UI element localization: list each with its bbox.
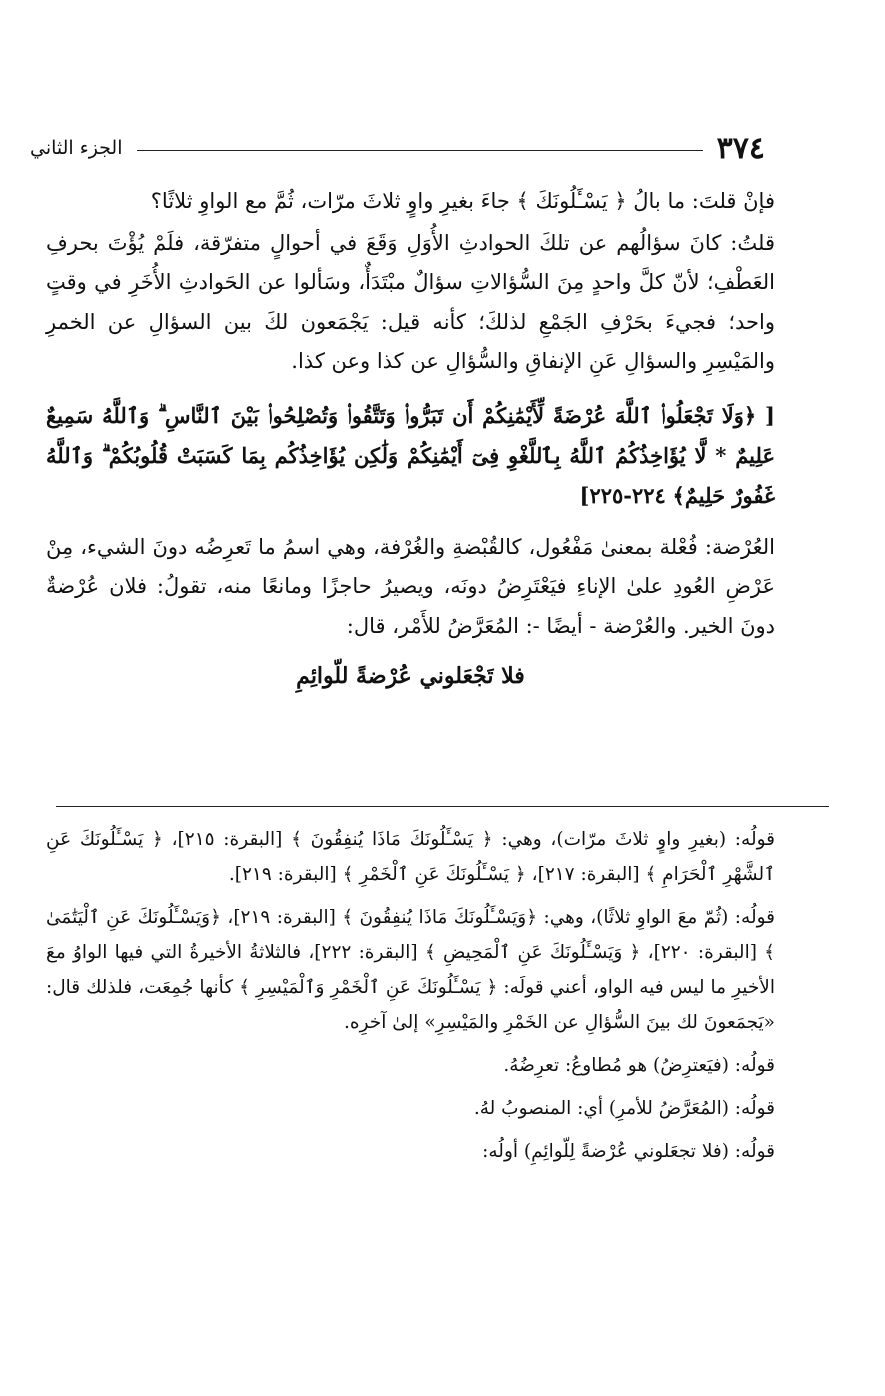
page-number: ٣٧٤ bbox=[716, 130, 765, 166]
footnote: قولُه: (فيَعترِضُ) هو مُطاوعُ: تعرِضُهُ. bbox=[503, 1055, 775, 1076]
definition-paragraph: العُرْضة: فُعْلة بمعنىٰ مَفْعُول، كالقُبْضةِ والغُرْفة، وهي اسمُ ما تَعرِضُه دونَ الشيء، مِنْ عَرْضِ العُودِ علىٰ الإناءِ فيَعْتَرِضُ دونَه، ويصيرُ حاجزًا ومانعًا منه، تقولُ: فلان عُرْضةٌ دونَ الخير. والعُرْضة - أيضًا -: المُعَرَّضُ للأَمْر، قال: bbox=[46, 534, 775, 638]
footnote: قولُه: (فلا تجعَلوني عُرْضةً لِلّوائِمِ) أولُه: bbox=[482, 1141, 775, 1162]
header-rule bbox=[137, 150, 703, 151]
main-text bbox=[46, 182, 775, 696]
footnotes bbox=[46, 822, 775, 1169]
footnote: قولُه: (المُعَرَّضُ للأمرِ) أي: المنصوبُ لهُ. bbox=[473, 1098, 775, 1119]
footnote-divider bbox=[56, 806, 829, 807]
question-paragraph: فإنْ قلتَ: ما بالُ ﴿ يَسْـَٔلُونَكَ ﴾ جاءَ بغيرِ واوٍ ثلاثَ مرّات، ثُمَّ مع الواوِ ثلاثًا؟ bbox=[150, 189, 775, 213]
quran-verse bbox=[46, 396, 775, 516]
running-title: الجزء الثاني bbox=[30, 137, 123, 159]
footnote: قولُه: (بغيرِ واوٍ ثلاثَ مرّات)، وهي: ﴿ يَسْـَٔلُونَكَ مَاذَا يُنفِقُونَ ﴾ [البقرة: ٢١٥]، ﴿ يَسْـَٔلُونَكَ عَنِ ٱلشَّهْرِ ٱلْحَرَامِ ﴾ [البقرة: ٢١٧]، ﴿ يَسْـَٔلُونَكَ عَنِ ٱلْخَمْرِ ﴾ [البقرة: ٢١٩]. bbox=[46, 829, 775, 885]
answer-paragraph: قلتُ: كانَ سؤالُهم عن تلكَ الحوادثِ الأُوَلِ وَقَعَ في أحوالٍ متفرّقة، فلَمْ يُؤْتَ بحرفِ العَطْفِ؛ لأنّ كلَّ واحدٍ مِنَ السُّؤالاتِ سؤالٌ مبْتَدَأٌ، وسَألوا عن الحَوادثِ الأُخَرِ في وقتٍ واحد؛ فجيءَ بحَرْفِ الجَمْعِ لذلكَ؛ كأنه قيل: يَجْمَعون لكَ بين السؤالِ عن الخمرِ والمَيْسِرِ والسؤالِ عَنِ الإنفاقِ والسُّؤالِ عن كذا وعن كذا. bbox=[46, 230, 775, 373]
poem-line: فلا تَجْعَلوني عُرْضةً للّوائِمِ bbox=[296, 663, 525, 689]
verse-text: [ ﴿وَلَا تَجْعَلُوا۟ ٱللَّهَ عُرْضَةً لِّأَيْمَٰنِكُمْ أَن تَبَرُّوا۟ وَتَتَّقُوا۟ وَتُصْلِحُوا۟ بَيْنَ ٱلنَّاسِ ۗ وَٱللَّهُ سَمِيعٌ عَلِيمٌ * لَّا يُؤَاخِذُكُمُ ٱللَّهُ بِٱللَّغْوِ فِىٓ أَيْمَٰنِكُمْ وَلَٰكِن يُؤَاخِذُكُم بِمَا كَسَبَتْ قُلُوبُكُمْ ۗ وَٱللَّهُ غَفُورٌ حَلِيمٌ﴾ bbox=[46, 402, 775, 508]
verse-reference: ٢٢٤-٢٢٥] bbox=[579, 482, 666, 508]
page-header bbox=[30, 128, 765, 168]
footnote: قولُه: (ثُمّ معَ الواوِ ثلاثًا)، وهي: ﴿وَيَسْـَٔلُونَكَ مَاذَا يُنفِقُونَ ﴾ [البقرة: ٢١٩]، ﴿وَيَسْـَٔلُونَكَ عَنِ ٱلْيَتَٰمَىٰ ﴾ [البقرة: ٢٢٠]، ﴿ وَيَسْـَٔلُونَكَ عَنِ ٱلْمَحِيضِ ﴾ [البقرة: ٢٢٢]، فالثلاثةُ الأخيرةُ التي فيها الواوُ معَ الأخيرِ ما ليس فيه الواو، أعني قولَه: ﴿ يَسْـَٔلُونَكَ عَنِ ٱلْخَمْرِ وَٱلْمَيْسِرِ ﴾ كأنها جُمِعَت، فلذلك قال: «يَجمَعونَ لك بينَ السُّؤالِ عن الخَمْرِ والمَيْسِرِ» إلىٰ آخرِه. bbox=[46, 907, 775, 1033]
